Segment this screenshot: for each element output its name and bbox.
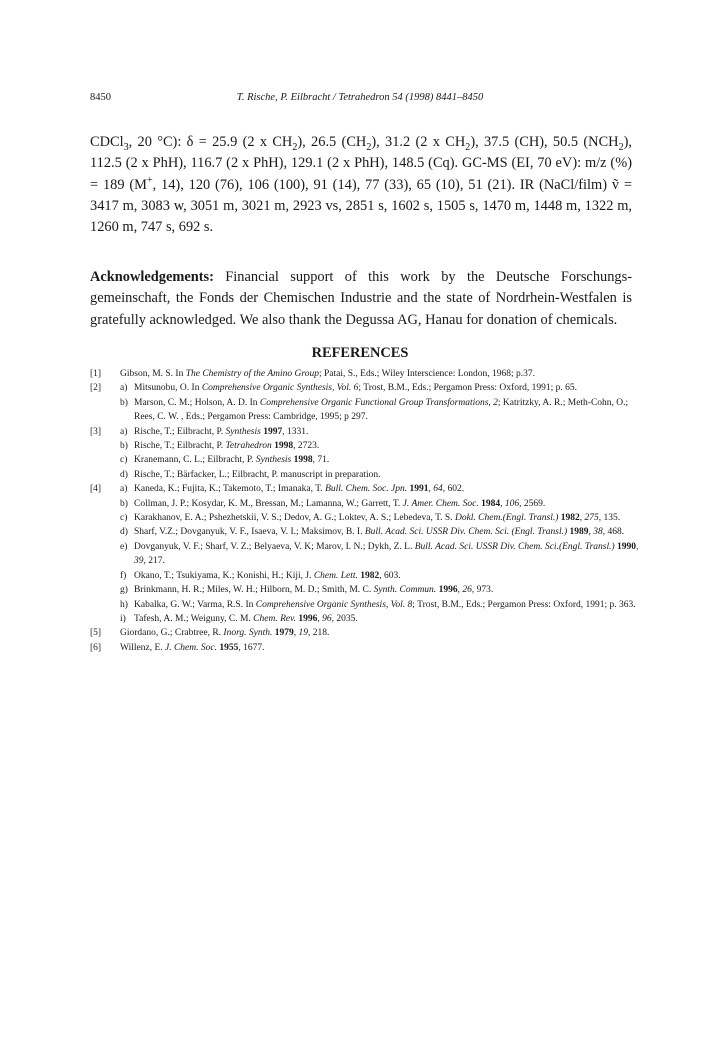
ref-journal: Tetrahedron xyxy=(225,441,272,452)
reference-number: [1] xyxy=(90,369,102,379)
ref-volume: 106 xyxy=(504,498,520,509)
ref-journal: Chem. Rev. xyxy=(253,613,296,624)
acknowledgements-label: Acknowledgements: xyxy=(90,269,214,285)
reference-letter: c) xyxy=(120,513,128,524)
reference-2 xyxy=(90,381,640,424)
ref-journal: Chem. Lett. xyxy=(313,570,358,581)
ref-authors: Rische, T.; Bärfacker, L.; Eilbracht, P. manuscript in preparation. xyxy=(134,469,381,480)
exp-text: , 14), 120 (76), 106 (100), 91 (14), 77 (33), 65 (10), 51 (21). IR (NaCl/film) ṽ = 3417 m, 3083 w, 3051 m, 3021 m, 2923 vs, 2851 s, 1602 s, 1505 s, 1470 m, 1448 m, 1322 m, 1260 m, 747 s, 692 s. xyxy=(90,176,632,236)
ref-authors: Kabalka, G. W.; Varma, R.S. In xyxy=(134,599,256,610)
reference-5 xyxy=(90,626,640,640)
ref-pages: , 217. xyxy=(143,556,165,567)
ref-sep: , xyxy=(457,585,463,596)
ref-authors: Marson, C. M.; Holson, A. D. In xyxy=(134,397,260,408)
reference-text xyxy=(134,525,640,539)
reference-letter: c) xyxy=(120,455,128,466)
ref-sep: , xyxy=(588,527,594,538)
ref-authors: Gibson, M. S. In xyxy=(120,369,186,379)
experimental-paragraph xyxy=(90,132,632,238)
ref-sep: , xyxy=(428,484,434,495)
references-list xyxy=(90,367,640,655)
reference-letter: b) xyxy=(120,397,128,408)
reference-text xyxy=(134,612,640,626)
ref-details: ; Trost, B.M., Eds.; Pergamon Press: Oxford, 1991; p. 363. xyxy=(412,599,636,610)
ref-year: 1979 xyxy=(272,628,294,639)
ref-authors: Karakhanov, E. A.; Pshezhetskii, V. S.; Dedov, A. G.; Loktev, A. S.; Lebedeva, T. S. xyxy=(134,513,455,524)
reference-number: [4] xyxy=(90,484,102,495)
ref-authors: Dovganyuk, V. F.; Sharf, V. Z.; Belyaeva, V. K; Marov, I. N.; Dykh, Z. L. xyxy=(134,541,415,552)
reference-text xyxy=(134,439,640,453)
reference-letter: d) xyxy=(120,527,128,538)
ref-authors: Rische, T.; Eilbracht, P. xyxy=(134,441,226,452)
ref-pages: , 135. xyxy=(598,513,621,524)
page-header xyxy=(0,92,720,108)
page-number: 8450 xyxy=(90,92,111,103)
reference-text xyxy=(134,511,640,525)
acknowledgements-paragraph xyxy=(90,267,632,331)
reference-number: [6] xyxy=(90,642,102,653)
ref-volume: 39 xyxy=(134,556,144,567)
reference-text xyxy=(134,583,640,597)
reference-letter: a) xyxy=(120,383,128,394)
reference-text xyxy=(134,381,640,395)
ref-authors: Kranemann, C. L.; Eilbracht, P. xyxy=(134,455,256,466)
reference-number: [5] xyxy=(90,628,102,639)
reference-letter: a) xyxy=(120,426,128,437)
ref-authors: Willenz, E. xyxy=(120,642,165,653)
ref-year: 1990 xyxy=(614,541,637,552)
reference-letter: d) xyxy=(120,469,128,480)
ref-pages: , 468. xyxy=(602,527,625,538)
exp-sub: 2 xyxy=(465,141,471,153)
running-head: T. Rische, P. Eilbracht / Tetrahedron 54 (1998) 8441–8450 xyxy=(236,92,484,103)
reference-letter: f) xyxy=(120,570,127,581)
reference-1 xyxy=(90,367,640,381)
ref-journal: Synth. Commun. xyxy=(373,585,437,596)
reference-text xyxy=(134,396,640,425)
reference-letter: b) xyxy=(120,441,128,452)
exp-sub: 2 xyxy=(366,141,372,153)
reference-text xyxy=(134,540,640,569)
ref-sep: , xyxy=(293,628,299,639)
ref-year: 1998 xyxy=(291,455,313,466)
reference-text xyxy=(134,598,640,612)
ref-title: The Chemistry of the Amino Group xyxy=(185,369,319,379)
ref-journal: Bull. Chem. Soc. Jpn. xyxy=(325,484,408,495)
reference-text xyxy=(134,425,640,439)
ref-authors: Tafesh, A. M.; Weiguny, C. M. xyxy=(134,613,254,624)
ref-year: 1982 xyxy=(357,570,380,581)
reference-text xyxy=(120,367,640,381)
acknowledgements-text: Financial support of this work by the Deutsche Forschungs-gemeinschaft, the Fonds der Chemischen Industrie and the state of Nordrhein-Westfalen is gratefully acknowledged. We also thank the Degussa AG, Hanau for donation of chemicals. xyxy=(90,269,632,328)
ref-pages: , 603. xyxy=(379,570,401,581)
ref-volume: 64 xyxy=(433,484,443,495)
reference-text xyxy=(134,569,640,583)
ref-journal: Dokl. Chem.(Engl. Transl.) xyxy=(454,513,559,524)
ref-volume: 96 xyxy=(322,613,332,624)
ref-details: , 2723. xyxy=(293,441,320,452)
ref-title: Comprehensive Organic Synthesis, Vol. 6 xyxy=(201,383,359,394)
reference-letter: i) xyxy=(120,613,126,624)
ref-volume: 19 xyxy=(298,628,309,639)
ref-sep: , xyxy=(317,613,323,624)
exp-sup: + xyxy=(146,174,153,186)
ref-details: , 71. xyxy=(312,455,330,466)
exp-sub: 3 xyxy=(123,141,129,153)
ref-authors: Mitsunobu, O. In xyxy=(134,383,202,394)
reference-number: [2] xyxy=(90,383,102,394)
exp-sub: 2 xyxy=(618,141,624,153)
ref-volume: 26 xyxy=(462,585,472,596)
ref-volume: 275 xyxy=(584,513,599,524)
reference-letter: a) xyxy=(120,484,128,495)
exp-text: ), 31.2 (2 x CH xyxy=(371,134,466,150)
ref-journal: Bull. Acad. Sci. USSR Div. Chem. Sci.(Engl. Transl.) xyxy=(414,541,615,552)
reference-4 xyxy=(90,482,640,626)
ref-journal: Inorg. Synth. xyxy=(223,628,273,639)
ref-journal: J. Chem. Soc. xyxy=(165,642,217,653)
ref-authors: Sharf, V.Z.; Dovganyuk, V. F., Isaeva, V. I.; Maksimov, B. I. xyxy=(134,527,365,538)
exp-text: , 20 °C): δ = 25.9 (2 x CH xyxy=(128,134,293,150)
ref-year: 1984 xyxy=(478,498,501,509)
ref-journal: Bull. Acad. Sci. USSR Div. Chem. Sci. (Engl. Transl.) xyxy=(364,527,568,538)
reference-text xyxy=(120,626,640,640)
ref-details: ; Katritzky, A. R.; Meth-Cohn, O.; Rees, C. W. , Eds.; Pergamon Press: Cambridge, 1995; p 297. xyxy=(134,397,629,423)
ref-journal: J. Amer. Chem. Soc. xyxy=(402,498,479,509)
ref-authors: Collman, J. P.; Kosydar, K. M., Bressan, M.; Lamanna, W.; Garrett, T. xyxy=(134,498,403,509)
ref-details: ; Patai, S., Eds.; Wiley Interscience: London, 1968; p.37. xyxy=(318,369,536,379)
reference-letter: h) xyxy=(120,599,128,610)
reference-6 xyxy=(90,641,640,655)
ref-authors: Rische, T.; Eilbracht, P. xyxy=(134,426,226,437)
ref-pages: , 973. xyxy=(471,585,494,596)
ref-sep: , xyxy=(636,541,639,552)
reference-text xyxy=(134,453,640,467)
ref-title: Comprehensive Organic Synthesis, Vol. 8 xyxy=(255,599,413,610)
ref-journal: Synthesis xyxy=(225,426,261,437)
reference-3 xyxy=(90,425,640,483)
ref-pages: , 2035. xyxy=(331,613,358,624)
ref-details: , 1331. xyxy=(282,426,309,437)
reference-letter: g) xyxy=(120,585,128,596)
ref-year: 1997 xyxy=(260,426,283,437)
ref-journal: Synthesis xyxy=(255,455,292,466)
reference-letter: e) xyxy=(120,541,128,552)
ref-year: 1991 xyxy=(407,484,429,495)
ref-title: Comprehensive Organic Functional Group Transformations, 2 xyxy=(259,397,498,408)
reference-text xyxy=(134,497,640,511)
ref-sep: , xyxy=(579,513,585,524)
ref-authors: Giordano, G.; Crabtree, R. xyxy=(120,628,224,639)
reference-text xyxy=(134,482,640,496)
ref-pages: , 1677. xyxy=(238,642,265,653)
reference-text xyxy=(134,468,640,482)
ref-year: 1998 xyxy=(271,441,294,452)
ref-pages: , 218. xyxy=(308,628,330,639)
references-title: REFERENCES xyxy=(311,345,409,361)
ref-pages: , 2569. xyxy=(519,498,546,509)
ref-sep: , xyxy=(500,498,505,509)
reference-letter: b) xyxy=(120,498,128,509)
ref-pages: , 602. xyxy=(442,484,465,495)
exp-text: ), 26.5 (CH xyxy=(297,134,367,150)
ref-authors: Brinkmann, H. R.; Miles, W. H.; Hilborn, M. D.; Smith, M. C. xyxy=(134,585,374,596)
ref-volume: 38 xyxy=(593,527,603,538)
reference-text xyxy=(120,641,640,655)
exp-sub: 2 xyxy=(292,141,298,153)
ref-year: 1989 xyxy=(567,527,589,538)
ref-authors: Okano, T.; Tsukiyama, K.; Konishi, H.; Kiji, J. xyxy=(134,570,314,581)
ref-details: ; Trost, B.M., Eds.; Pergamon Press: Oxford, 1991; p. 65. xyxy=(358,383,577,394)
exp-text: ), 37.5 (CH), 50.5 (NCH xyxy=(470,134,619,150)
ref-year: 1982 xyxy=(558,513,580,524)
ref-year: 1996 xyxy=(296,613,318,624)
exp-text: ), 112.5 (2 x PhH), 116.7 (2 x PhH), 129.1 (2 x PhH), 148.5 (Cq). GC-MS (EI, 70 eV): m/z (%) = 189 (M xyxy=(90,134,633,193)
ref-year: 1955 xyxy=(216,642,239,653)
ref-year: 1996 xyxy=(436,585,458,596)
reference-number: [3] xyxy=(90,426,102,437)
ref-authors: Kaneda, K.; Fujita, K.; Takemoto, T.; Imanaka, T. xyxy=(134,484,326,495)
exp-text: CDCl xyxy=(90,134,124,150)
